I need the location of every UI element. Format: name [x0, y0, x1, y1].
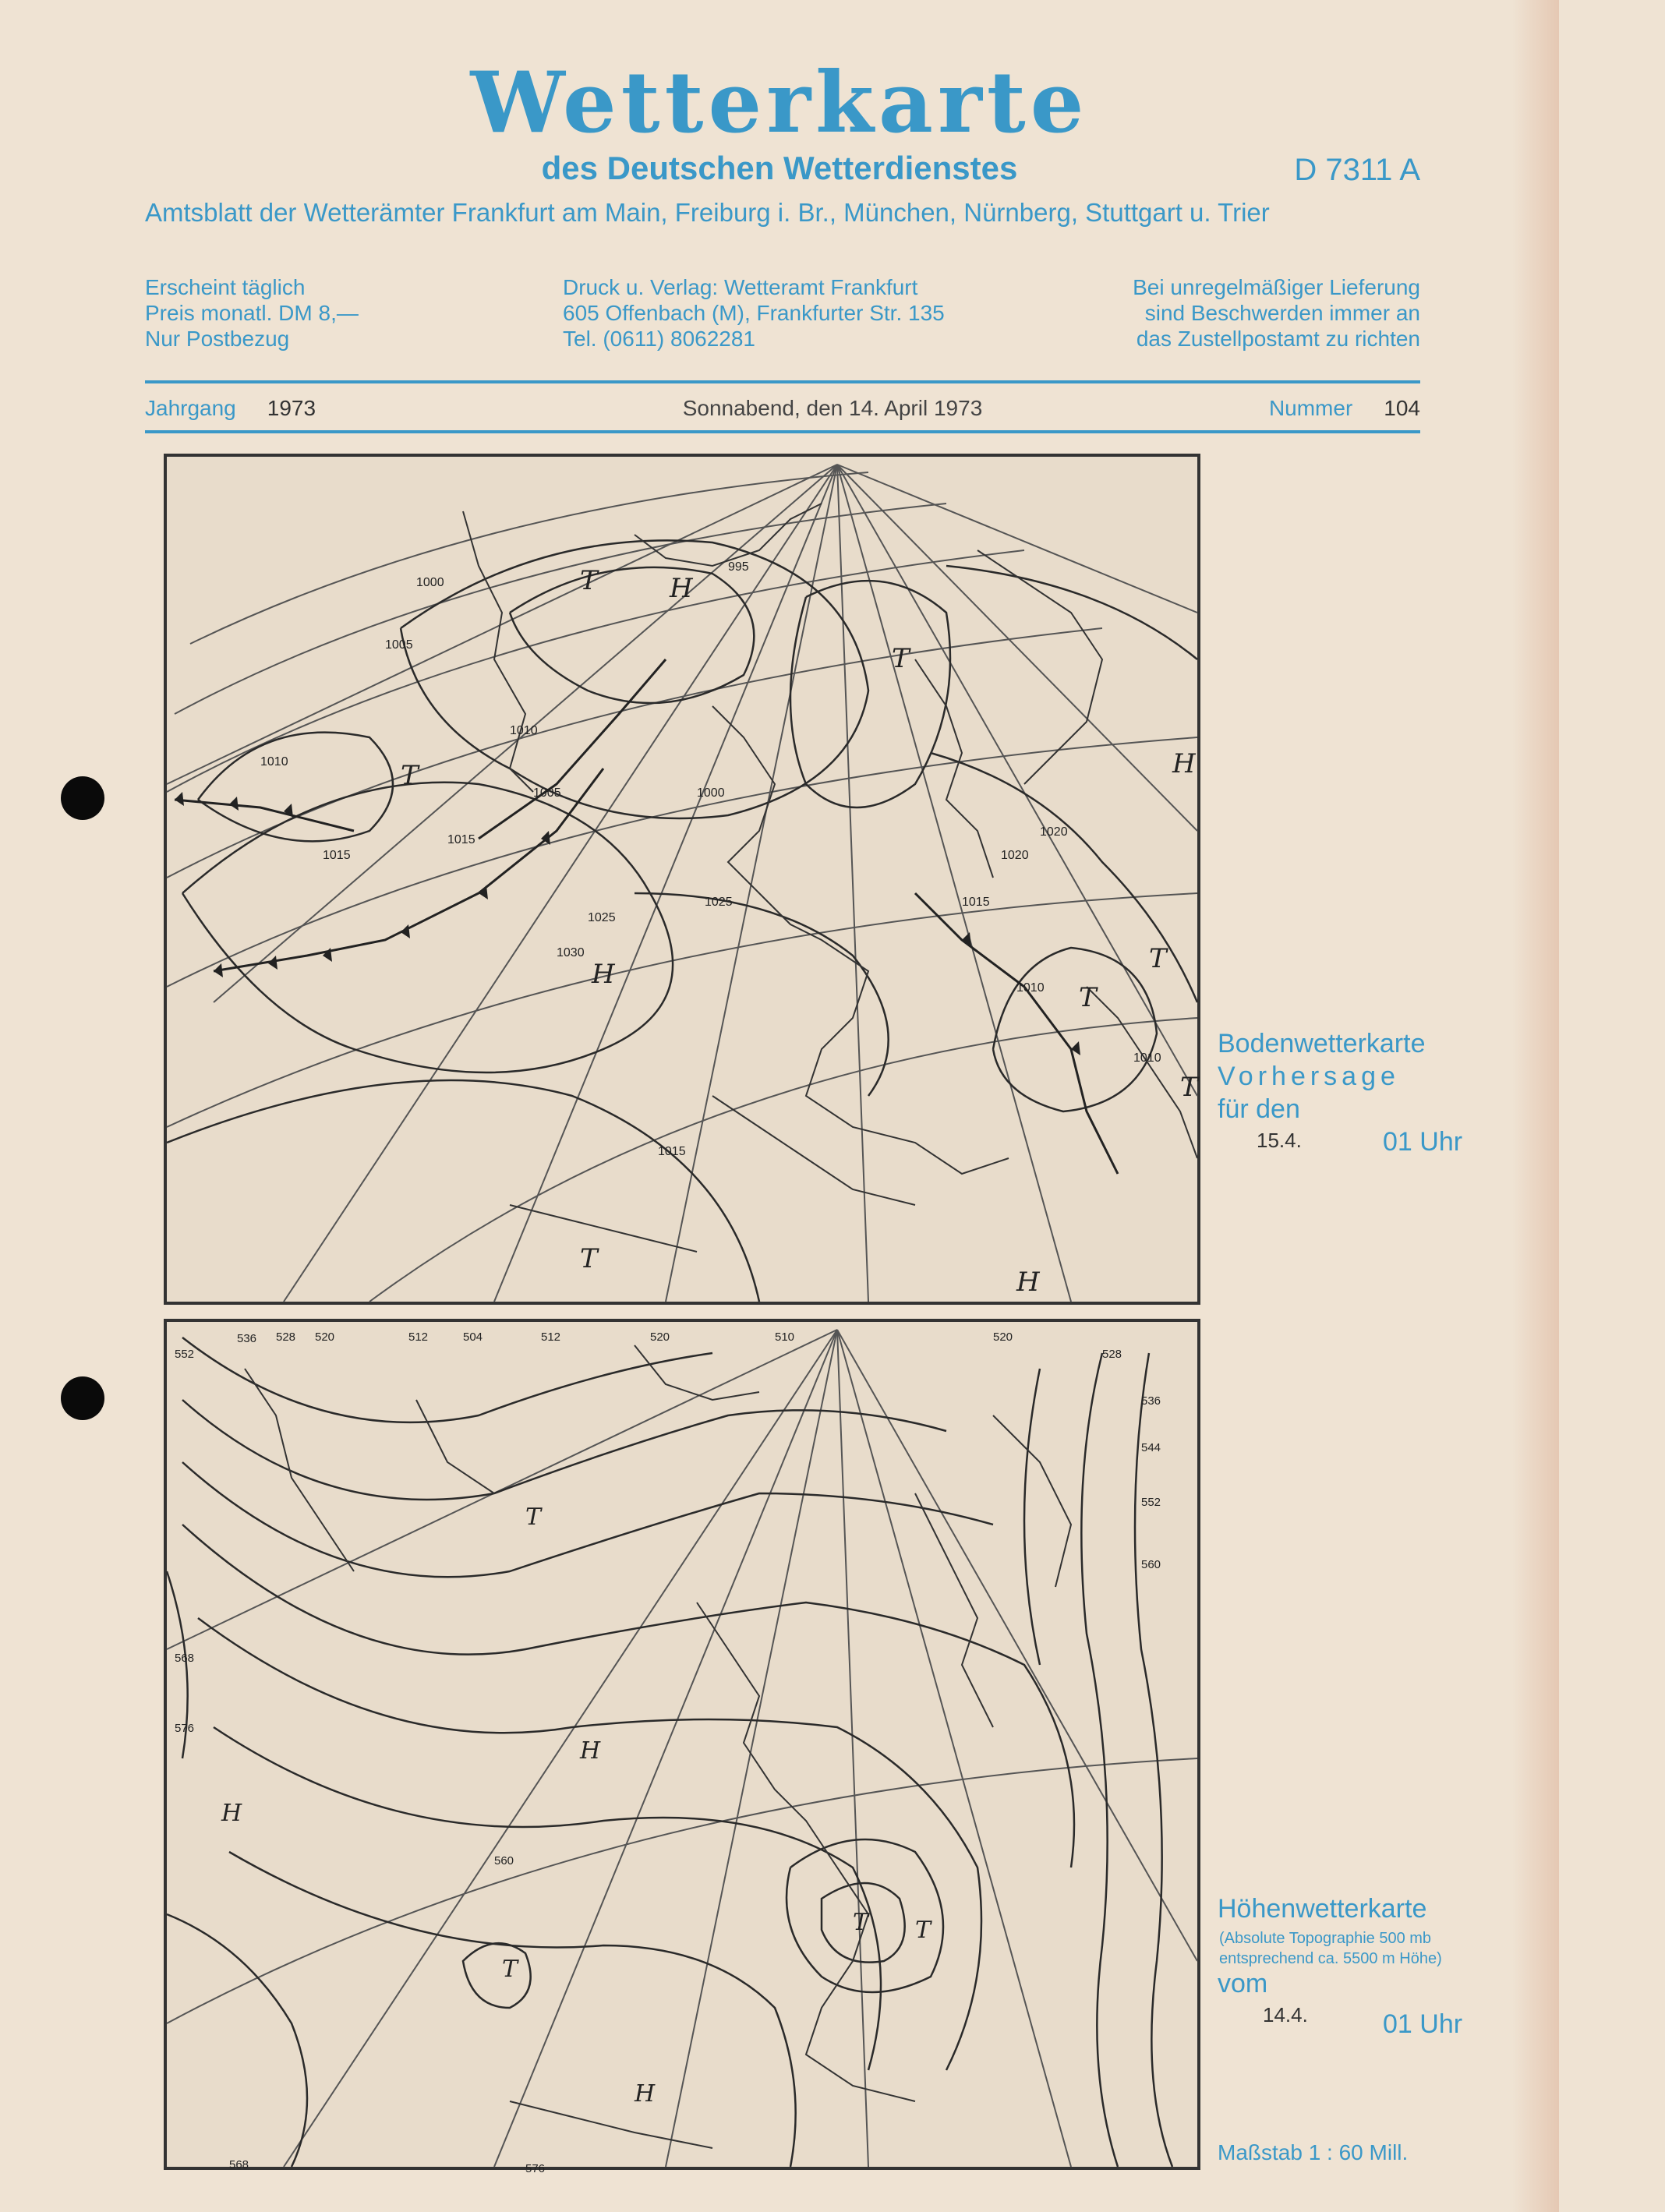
surface-map-svg [167, 457, 1197, 1302]
isoline-label: 544 [1141, 1441, 1161, 1454]
info-left [145, 274, 359, 352]
jahrgang-value: 1973 [267, 396, 316, 420]
isoline-label: 1000 [697, 786, 725, 800]
info-line: sind Beschwerden immer an [1144, 301, 1420, 325]
upper-air-note [1219, 1928, 1442, 1969]
publication-code: D 7311 A [1294, 153, 1420, 187]
upper-air-vom: vom [1218, 1969, 1268, 1998]
surface-map-time: 01 Uhr [1383, 1127, 1463, 1157]
isoline-label: 576 [525, 2162, 546, 2175]
nummer [1269, 396, 1420, 421]
isoline-label: 1010 [1133, 1051, 1161, 1065]
pressure-center-label: H [580, 1737, 601, 1765]
bottom-rule [145, 430, 1420, 433]
pressure-center-label: T [1149, 943, 1167, 974]
info-line: Erscheint täglich [145, 275, 306, 299]
pressure-center-label: H [221, 1800, 242, 1827]
note-line: entsprechend ca. 5500 m Höhe) [1219, 1950, 1442, 1967]
caption-title: Bodenwetterkarte [1218, 1029, 1426, 1058]
isoline-label: 1015 [962, 896, 990, 909]
pressure-center-label: H [670, 573, 693, 604]
isoline-label: 1020 [1001, 849, 1029, 862]
pressure-center-label: T [1079, 982, 1097, 1013]
isoline-label: 1000 [416, 576, 444, 589]
nummer-label: Nummer [1268, 396, 1353, 420]
info-line: 605 Offenbach (M), Frankfurter Str. 135 [563, 301, 945, 325]
page-subtitle: des Deutschen Wetterdienstes [541, 150, 1018, 186]
isoline-label: 1025 [588, 911, 616, 924]
info-line: Druck u. Verlag: Wetteramt Frankfurt [563, 275, 918, 299]
isoline-label: 1005 [385, 638, 413, 652]
isoline-label: 512 [541, 1330, 561, 1344]
isoline-label: 1010 [1016, 981, 1045, 995]
surface-map-date: 15.4. [1257, 1129, 1302, 1152]
top-rule [145, 380, 1420, 383]
isoline-label: 568 [175, 1652, 195, 1665]
isoline-label: 552 [1141, 1496, 1161, 1509]
isoline-label: 568 [229, 2158, 249, 2171]
note-line: (Absolute Topographie 500 mb [1219, 1930, 1432, 1947]
isoline-label: 520 [650, 1330, 670, 1344]
upper-air-map-svg [167, 1322, 1197, 2175]
upper-air-caption [1218, 1892, 1426, 1925]
amtsblatt-line: Amtsblatt der Wetterämter Frankfurt am Main, Freiburg i. Br., München, Nürnberg, Stuttgart u. Trier [145, 198, 1270, 227]
isoline-label: 504 [463, 1330, 483, 1344]
isoline-label: 1015 [447, 833, 475, 846]
isoline-label: 520 [993, 1330, 1013, 1344]
isoline-label: 1015 [658, 1145, 686, 1158]
isoline-label: 1025 [705, 896, 733, 909]
info-right [1133, 274, 1420, 352]
caption-fuer: für den [1218, 1094, 1300, 1124]
surface-map [164, 454, 1200, 1305]
upper-air-time: 01 Uhr [1383, 2009, 1463, 2039]
isoline-label: 512 [408, 1330, 429, 1344]
surface-map-caption [1218, 1027, 1426, 1125]
pressure-center-label: T [915, 1917, 931, 1944]
page-title: Wetterkarte [470, 54, 1089, 152]
upper-air-date: 14.4. [1263, 2003, 1308, 2026]
isoline-label: 1020 [1040, 825, 1068, 839]
info-line: Nur Postbezug [145, 327, 290, 351]
jahrgang-label: Jahrgang [145, 396, 236, 420]
pressure-center-label: T [580, 565, 598, 596]
isoline-label: 536 [1141, 1394, 1161, 1408]
isoline-label: 1010 [510, 724, 538, 737]
upper-air-map [164, 1319, 1200, 2175]
isoline-label: 528 [276, 1330, 296, 1344]
isoline-label: 528 [1102, 1348, 1122, 1361]
issue-date: Sonnabend, den 14. April 1973 [682, 396, 983, 420]
pressure-center-label: T [502, 1956, 518, 1983]
info-line: Bei unregelmäßiger Lieferung [1133, 275, 1420, 299]
caption-title: Höhenwetterkarte [1218, 1894, 1427, 1924]
isoline-label: 520 [315, 1330, 335, 1344]
pressure-center-label: T [892, 643, 910, 674]
info-line: Preis monatl. DM 8,— [145, 301, 359, 325]
info-line: das Zustellpostamt zu richten [1136, 327, 1420, 351]
pressure-center-label: T [1180, 1072, 1198, 1103]
isoline-label: 560 [1141, 1558, 1161, 1571]
nummer-value: 104 [1384, 396, 1420, 420]
pressure-center-label: H [1016, 1267, 1040, 1298]
isoline-label: 995 [728, 560, 749, 574]
info-center [563, 274, 945, 352]
isoline-label: 510 [775, 1330, 795, 1344]
isoline-label: 536 [237, 1332, 257, 1345]
pressure-center-label: H [592, 959, 615, 990]
punch-hole [61, 776, 104, 820]
isoline-label: 1030 [557, 946, 585, 959]
pressure-center-label: H [635, 2080, 656, 2108]
pressure-center-label: T [525, 1504, 542, 1531]
map-scale: Maßstab 1 : 60 Mill. [1218, 2140, 1409, 2164]
pressure-center-label: T [580, 1243, 598, 1274]
pressure-center-label: T [401, 760, 419, 791]
isoline-label: 1010 [260, 755, 288, 769]
pressure-center-label: H [1172, 748, 1196, 779]
pressure-center-label: T [853, 1909, 869, 1936]
isoline-label: 1015 [323, 849, 351, 862]
isoline-label: 552 [175, 1348, 195, 1361]
isoline-label: 560 [494, 1854, 514, 1867]
caption-subtitle: Vorhersage [1218, 1062, 1400, 1091]
paper-edge [1512, 0, 1559, 2212]
isoline-label: 1005 [533, 786, 561, 800]
info-line: Tel. (0611) 8062281 [563, 327, 755, 351]
punch-hole [61, 1376, 104, 1420]
isoline-label: 576 [175, 1722, 195, 1735]
